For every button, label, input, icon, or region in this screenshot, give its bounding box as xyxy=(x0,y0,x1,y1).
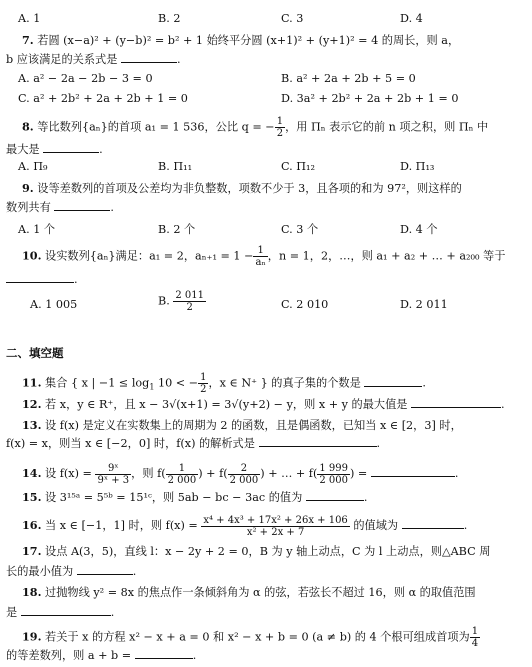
q8-text1b: ，用 Πₙ 表示它的前 n 项之积，则 Πₙ 中 xyxy=(285,120,489,134)
q17-line2 xyxy=(6,564,136,579)
q16-answer-blank[interactable] xyxy=(402,518,464,529)
q14-number: 14. xyxy=(22,466,42,480)
q10-option-b-prefix: B. xyxy=(158,294,170,308)
q18-number: 18. xyxy=(22,585,42,599)
q8-ratio-fraction xyxy=(275,116,285,139)
q16-f-den: x² + 2x + 7 xyxy=(246,526,305,538)
q10-option-b xyxy=(158,290,206,313)
q15-answer-blank[interactable] xyxy=(306,490,364,501)
q19-text2: 的等差数列，则 a + b = xyxy=(6,649,132,662)
q17-end: . xyxy=(132,565,137,578)
q8-line1 xyxy=(22,116,488,139)
q7-option-c: C. a² + 2b² + 2a + 2b + 1 = 0 xyxy=(18,92,188,105)
q15-text: 设 3¹⁵ᵃ = 5⁵ᵇ = 15¹ᶜ，则 5ab − bc − 3ac 的值为 xyxy=(45,491,303,504)
q10-line2 xyxy=(6,272,78,287)
q9-text2: 数列共有 xyxy=(6,201,51,214)
q14-text-a: 设 f(x) = xyxy=(45,467,92,480)
q16-text-a: 当 x ∈ [−1，1] 时，则 f(x) = xyxy=(45,519,198,532)
q14-f-den: 9ˣ + 3 xyxy=(97,474,130,486)
q14-f-fraction xyxy=(95,463,131,486)
q8-text2: 最大是 xyxy=(6,143,40,156)
q14-arg2-fraction xyxy=(228,463,261,486)
q8-number: 8. xyxy=(22,119,34,134)
q9-end: . xyxy=(110,201,114,214)
q19-frac-num: 1 xyxy=(471,626,479,637)
q7-text2: b 应该满足的关系式是 xyxy=(6,53,118,66)
q15-number: 15. xyxy=(22,490,42,504)
q11-line xyxy=(22,372,426,395)
q18-answer-blank[interactable] xyxy=(21,605,111,616)
q10-number: 10. xyxy=(22,248,42,263)
q18-text1: 过抛物线 y² = 8x 的焦点作一条倾斜角为 α 的弦，若弦长不超过 16，则 α 的取值范围 xyxy=(45,586,476,599)
q9-text1: 设等差数列的首项及公差均为非负整数，项数不少于 3，且各项的和为 97²，则这样的 xyxy=(37,182,462,195)
q10-optb-den: 2 xyxy=(186,302,193,313)
q14-end: . xyxy=(454,467,459,480)
q13-text1: 设 f(x) 是定义在实数集上的周期为 2 的函数，且是偶函数，已知当 x ∈ [2，3] 时， xyxy=(45,419,462,432)
q19-fraction xyxy=(470,626,480,649)
q11-text-b: 的真子集的个数是 xyxy=(271,376,361,390)
q8-option-a: A. Π₉ xyxy=(18,160,48,173)
q11-set-c: ，x ∈ N⁺ } xyxy=(208,376,268,390)
q10-text1a: 设实数列{aₙ}满足：a₁ = 2，aₙ₊₁ = 1 − xyxy=(45,249,254,263)
q8-answer-blank[interactable] xyxy=(43,142,99,153)
q8-text1a: 等比数列{aₙ}的首项 a₁ = 1 536，公比 q = − xyxy=(37,120,275,134)
q14-text-c: + f xyxy=(206,467,224,480)
q9-line1 xyxy=(22,181,462,196)
q10-frac-num: 1 xyxy=(253,245,267,257)
q14-a-den: 2 000 xyxy=(167,474,197,486)
q10-option-b-fraction xyxy=(173,290,206,313)
q6-option-a: A. 1 xyxy=(18,12,41,25)
q7-line1 xyxy=(22,33,459,48)
q12-line xyxy=(22,397,505,412)
q8-frac-den: 2 xyxy=(276,128,284,139)
q14-a-num: 1 xyxy=(166,463,199,475)
q16-line xyxy=(22,512,467,539)
q11-set-a: { x | −1 ≤ log xyxy=(70,376,150,390)
q9-option-a: A. 1 个 xyxy=(18,223,56,236)
q13-line2 xyxy=(6,436,380,451)
q8-frac-num: 1 xyxy=(276,116,284,127)
q16-fraction xyxy=(201,515,349,538)
q17-answer-blank[interactable] xyxy=(77,564,133,575)
q13-number: 13. xyxy=(22,418,42,432)
q14-f-num: 9ˣ xyxy=(95,463,131,475)
q10-fraction xyxy=(253,245,267,268)
q8-line2 xyxy=(6,142,103,157)
q19-end: . xyxy=(192,649,197,662)
q17-text1: 设点 A(3，5)，直线 l：x − 2y + 2 = 0，B 为 y 轴上动点，C 为 l 上动点，则△ABC 周 xyxy=(45,545,491,558)
q16-f-num: x⁴ + 4x³ + 17x² + 26x + 106 xyxy=(203,514,348,526)
q9-option-b: B. 2 个 xyxy=(158,223,196,236)
q15-end: . xyxy=(363,491,368,504)
q18-text2: 是 xyxy=(6,606,18,619)
q11-number: 11. xyxy=(22,375,42,390)
q16-number: 16. xyxy=(22,518,42,532)
q14-b-den: 2 000 xyxy=(229,474,259,486)
q8-end: . xyxy=(99,143,103,156)
q14-arg3-fraction xyxy=(317,463,350,486)
q7-option-b: B. a² + 2a + 2b + 5 = 0 xyxy=(281,72,416,85)
q12-end: . xyxy=(501,398,505,411)
q11-frac-den: 2 xyxy=(200,384,207,395)
q10-end: . xyxy=(74,273,78,286)
q9-option-d: D. 4 个 xyxy=(400,223,438,236)
q6-option-c: C. 3 xyxy=(281,12,304,25)
q11-fraction xyxy=(198,372,208,395)
q11-end: . xyxy=(422,376,426,390)
q10-frac-den: aₙ xyxy=(255,257,266,268)
q7-option-a: A. a² − 2a − 2b − 3 = 0 xyxy=(18,72,153,85)
q15-line xyxy=(22,490,367,505)
q13-line1 xyxy=(22,418,462,433)
q7-answer-blank[interactable] xyxy=(121,52,177,63)
q14-c-den: 2 000 xyxy=(319,474,348,486)
q9-number: 9. xyxy=(22,181,34,195)
q8-option-d: D. Π₁₃ xyxy=(400,160,435,173)
q12-number: 12. xyxy=(22,397,42,411)
q14-b-num: 2 xyxy=(228,463,261,475)
q10-text1b: ，n = 1，2，…，则 a₁ + a₂ + … + a₂₀₀ 等于 xyxy=(267,249,506,263)
q14-text-d: + … + f xyxy=(268,467,313,480)
q17-number: 17. xyxy=(22,544,42,558)
q10-line1 xyxy=(22,245,505,268)
q14-arg1-fraction xyxy=(166,463,199,486)
q10-optb-num: 2 011 xyxy=(175,290,204,301)
q14-text-e: = xyxy=(357,467,368,480)
q8-option-c: C. Π₁₂ xyxy=(281,160,315,173)
q14-c-num: 1 999 xyxy=(319,462,348,474)
q13-answer-blank[interactable] xyxy=(259,436,377,447)
q19-answer-blank[interactable] xyxy=(135,648,193,659)
q11-frac-num: 1 xyxy=(200,372,207,383)
q18-end: . xyxy=(110,606,115,619)
q14-answer-blank[interactable] xyxy=(371,466,455,477)
q7-end: . xyxy=(176,53,181,66)
q17-line1 xyxy=(22,544,490,559)
section-heading: 二、填空题 xyxy=(6,346,64,360)
q18-line1 xyxy=(22,585,476,600)
q13-end: . xyxy=(376,437,381,450)
q16-text-b: 的值域为 xyxy=(353,519,399,532)
q10-answer-blank[interactable] xyxy=(6,272,74,283)
q9-line2 xyxy=(6,200,114,215)
q11-text-a: 集合 xyxy=(45,376,68,390)
q12-text: 若 x，y ∈ R⁺，且 x − 3√(x+1) = 3√(y+2) − y，则 x + y 的最大值是 xyxy=(45,398,408,411)
q11-answer-blank[interactable] xyxy=(364,376,422,387)
q10-option-a: A. 1 005 xyxy=(30,298,78,311)
q19-number: 19. xyxy=(22,629,42,644)
q18-line2 xyxy=(6,605,114,620)
q13-text2: f(x) = x，则当 x ∈ [−2，0] 时，f(x) 的解析式是 xyxy=(6,437,255,450)
q7-line2 xyxy=(6,52,181,67)
q8-option-b: B. Π₁₁ xyxy=(158,160,193,173)
q10-option-c: C. 2 010 xyxy=(281,298,329,311)
q14-line: 14. 设 f(x) = $\frac{\text{9ˣ}}{\text{9ˣ + 3}}$ ，则 f( $\frac{1}{2 000}$ ) + f( $\frac{2}{2 000}$ ) + … + f( $\frac{1 999}{2 000}$ ) = . xyxy=(22,462,459,486)
q6-option-d: D. 4 xyxy=(400,12,423,25)
q11-set-b: 10 < − xyxy=(157,376,199,390)
q7-text1: 若圆 (x−a)² + (y−b)² = b² + 1 始终平分圆 (x+1)² + (y+1)² = 4 的周长，则 a， xyxy=(37,34,460,47)
q17-text2: 长的最小值为 xyxy=(6,565,74,578)
q6-option-b: B. 2 xyxy=(158,12,181,25)
q16-end: . xyxy=(463,519,468,532)
q9-option-c: C. 3 个 xyxy=(281,223,319,236)
q14-text-b: ，则 f xyxy=(131,467,162,480)
q19-line2 xyxy=(6,648,196,663)
q9-answer-blank[interactable] xyxy=(54,200,110,211)
q11-log-base: 1 xyxy=(149,382,155,392)
q7-number: 7. xyxy=(22,33,34,47)
q10-option-d: D. 2 011 xyxy=(400,298,448,311)
q19-line1 xyxy=(22,626,480,649)
q7-option-d: D. 3a² + 2b² + 2a + 2b + 1 = 0 xyxy=(281,92,459,105)
q19-frac-den: 4 xyxy=(471,638,479,649)
q19-text1a: 若关于 x 的方程 x² − x + a = 0 和 x² − x + b = 0 (a ≠ b) 的 4 个根可组成首项为 xyxy=(45,630,470,644)
q12-answer-blank[interactable] xyxy=(411,397,501,408)
